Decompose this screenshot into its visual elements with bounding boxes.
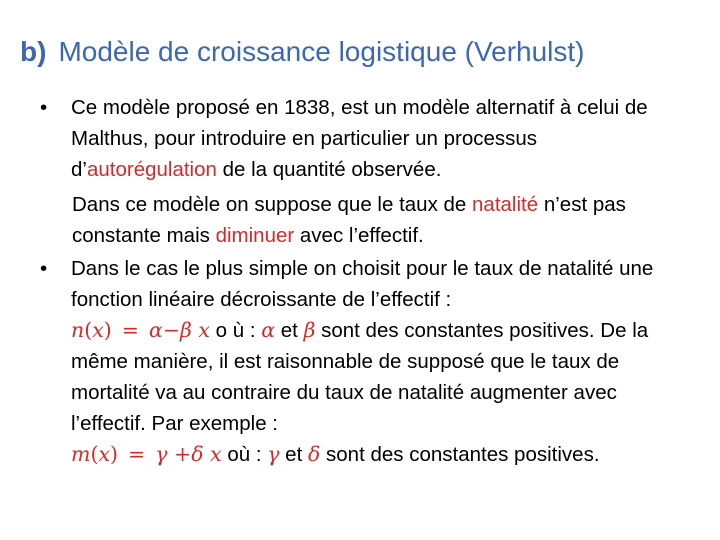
para2-text-2: n’est pas constante mais <box>72 193 626 247</box>
bullet2-text-1: Dans le cas le plus simple on choisit pour le taux de natalité une fonction linéaire décroissante de l’effectif : <box>71 257 654 311</box>
para2-text-1: Dans ce modèle on suppose que le taux de <box>72 193 473 216</box>
para2-text-3: avec l’effectif. <box>294 224 424 247</box>
symbol-alpha: α <box>261 318 276 342</box>
equation-mortalite: m(x) = γ +δ x <box>71 442 222 466</box>
slide-content <box>40 92 680 470</box>
et-text-2: et <box>279 443 308 466</box>
highlight-natalite: natalité <box>472 193 539 216</box>
ou-text-1: o ù : <box>209 319 262 342</box>
equation-natalite: n(x) = α−β x <box>71 318 210 342</box>
bullet-item-1 <box>40 92 680 185</box>
bullet2-text-3: sont des constantes positives. <box>320 443 600 466</box>
highlight-autoregulation: autorégulation <box>86 158 217 181</box>
bullet-item-2 <box>40 253 680 470</box>
bullet-dot: • <box>40 257 48 280</box>
bullet1-text: Ce modèle proposé en 1838, est un modèle alternatif à celui de Malthus, pour introduire en particulier un processus d’ <box>71 96 648 181</box>
ou-text-2: où : <box>221 443 268 466</box>
symbol-gamma: γ <box>267 442 280 466</box>
highlight-diminuer: diminuer <box>215 224 295 247</box>
slide-title <box>20 36 585 68</box>
bullet2-text-2: sont des constantes positives. De la même manière, il est raisonnable de supposé que le taux de mortalité va au contraire du taux de natalité augmenter avec l’effectif. Par exemple : <box>71 319 649 435</box>
symbol-beta: β <box>303 318 316 342</box>
symbol-delta: δ <box>307 442 321 466</box>
paragraph-2 <box>40 189 680 251</box>
bullet-dot: • <box>40 96 48 119</box>
section-letter: b) <box>20 36 47 67</box>
title-text: Modèle de croissance logistique (Verhulst) <box>58 36 585 67</box>
et-text-1: et <box>275 319 304 342</box>
bullet1-text-end: de la quantité observée. <box>216 158 442 181</box>
